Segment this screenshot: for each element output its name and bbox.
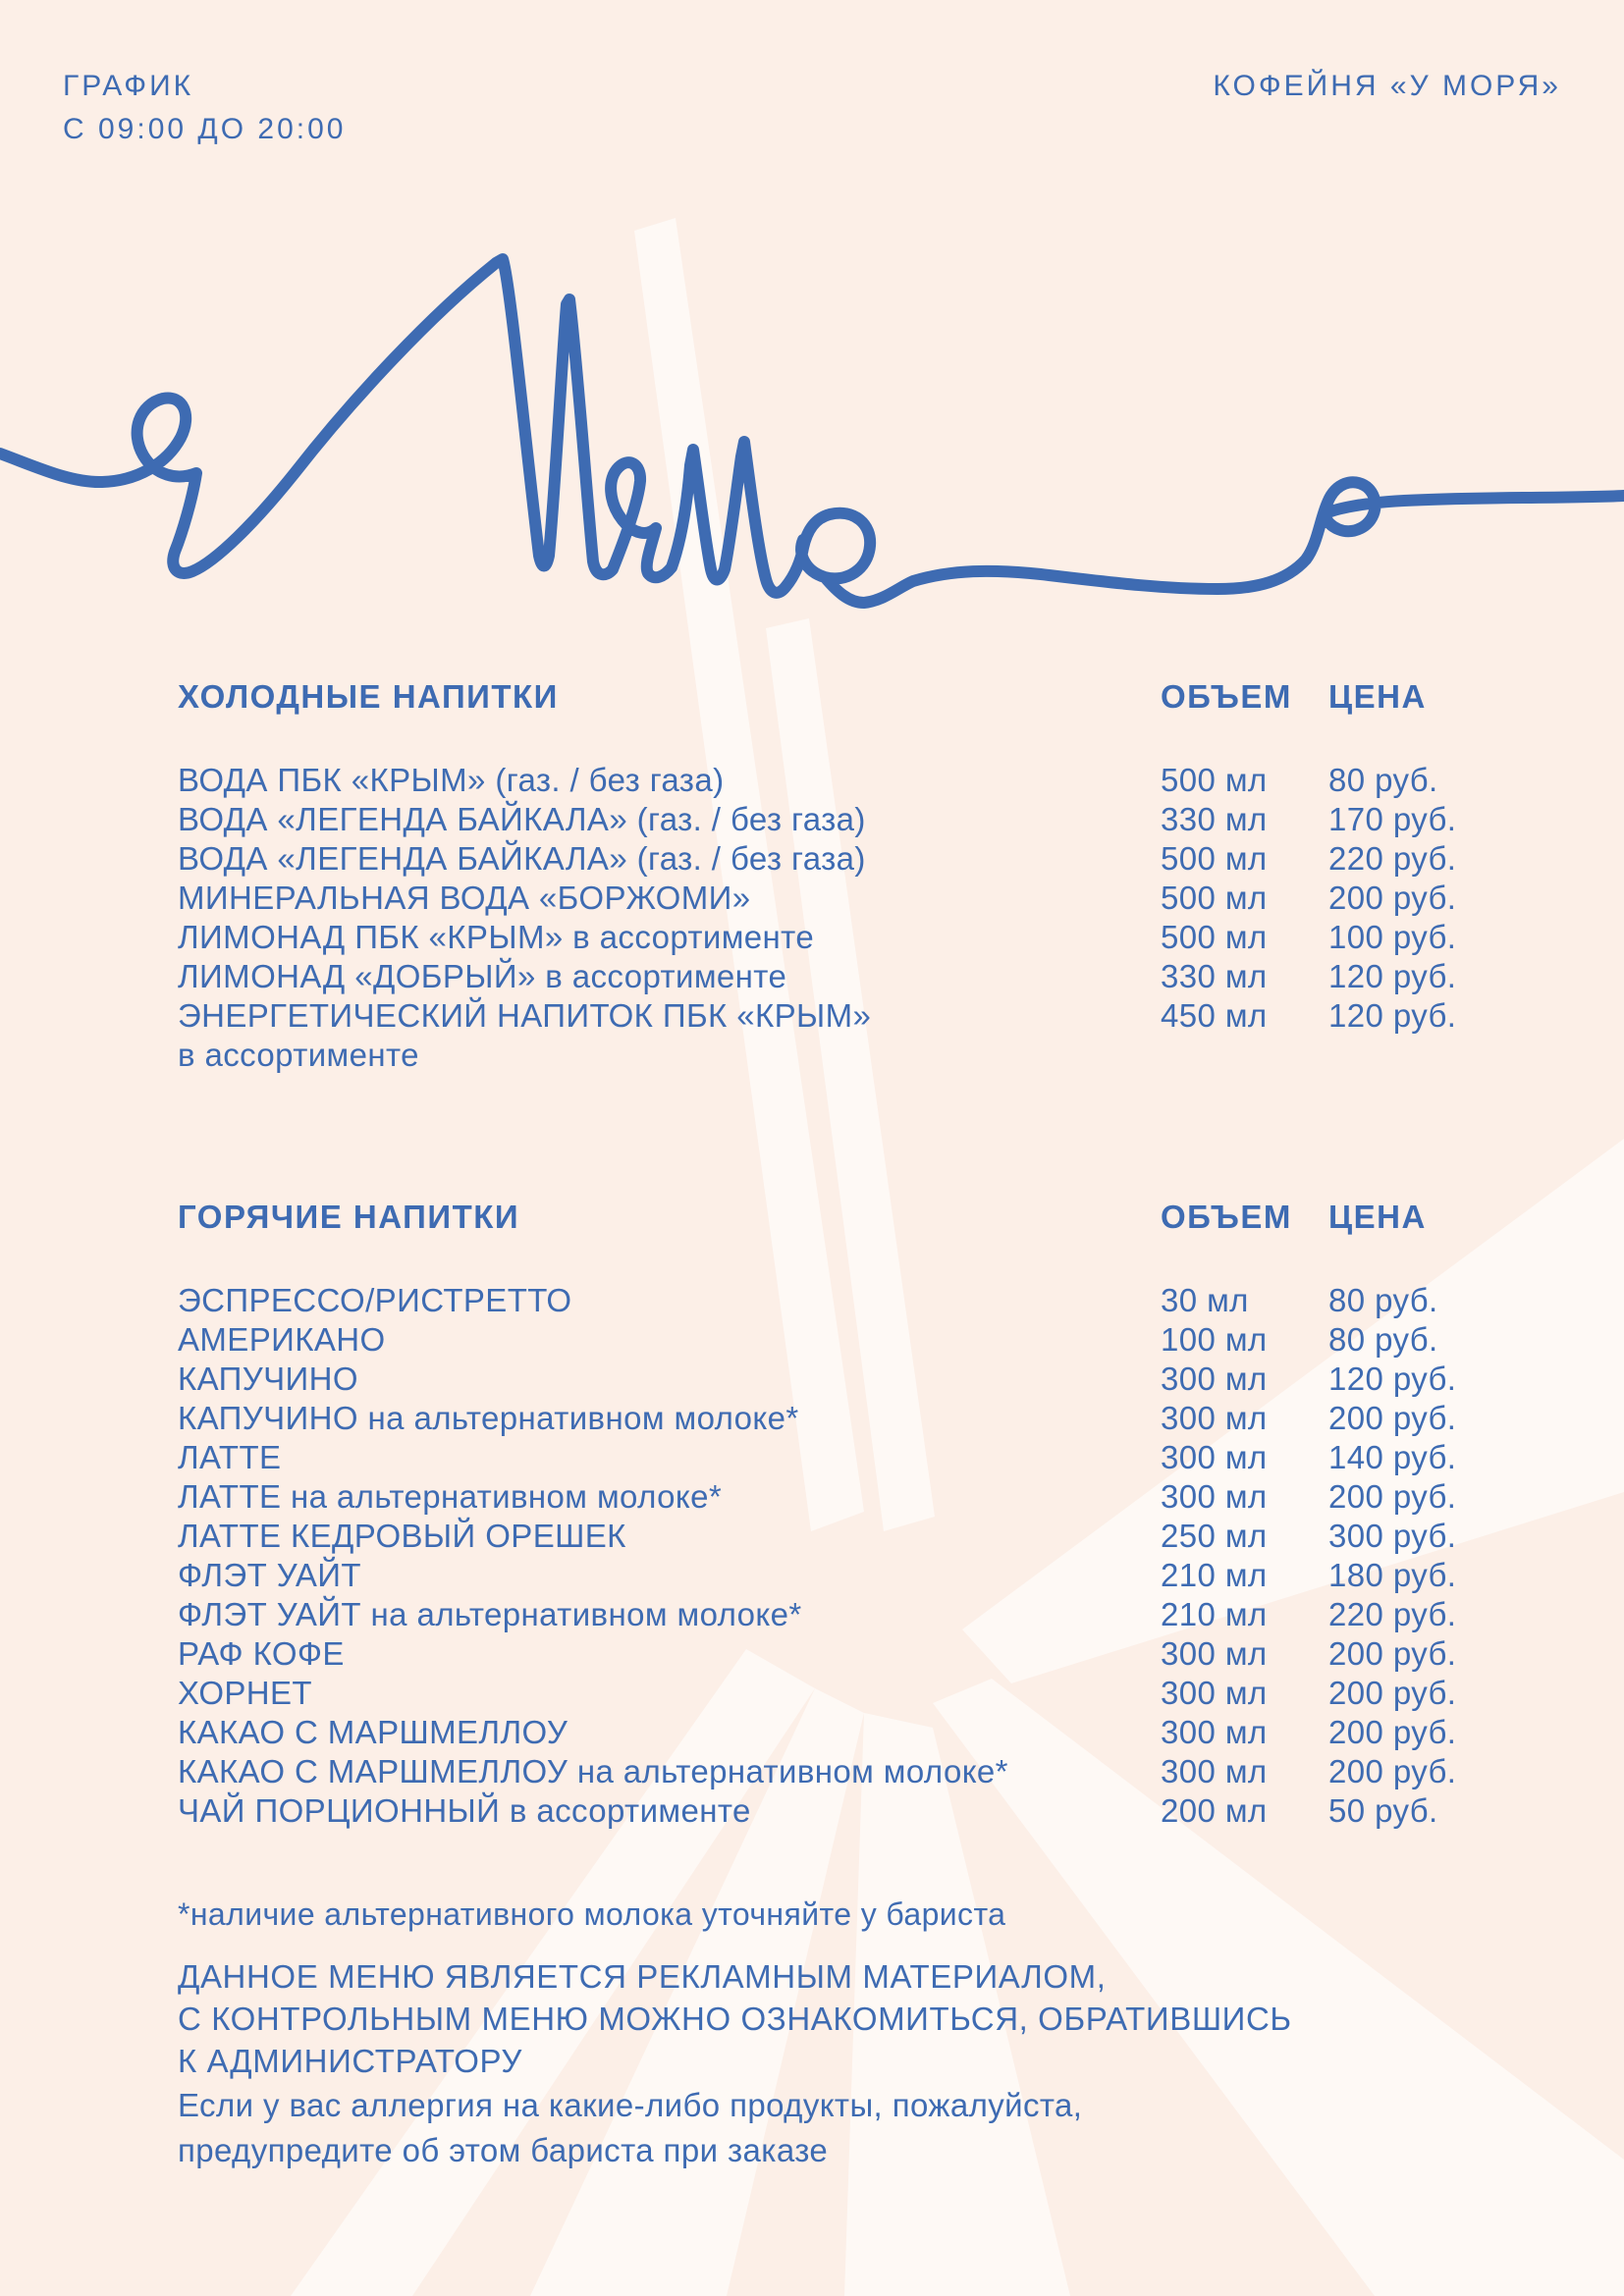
item-volume: 300 мл (1161, 1439, 1268, 1475)
footnote-legal-line: С КОНТРОЛЬНЫМ МЕНЮ МОЖНО ОЗНАКОМИТЬСЯ, ОБРАТИВШИСЬ (178, 2001, 1292, 2037)
item-name: ЭНЕРГЕТИЧЕСКИЙ НАПИТОК ПБК «КРЫМ» (178, 997, 872, 1034)
item-name-cell (178, 1634, 1161, 1674)
column-header-price: ЦЕНА (1328, 1199, 1427, 1235)
section-hot-drinks (178, 1198, 1486, 1831)
item-volume: 300 мл (1161, 1400, 1268, 1436)
item-price: 120 руб. (1328, 997, 1457, 1034)
top-header (63, 65, 1561, 151)
item-name: АМЕРИКАНО (178, 1321, 386, 1358)
item-name: ВОДА «ЛЕГЕНДА БАЙКАЛА» (газ. / без газа) (178, 801, 866, 837)
item-name-cell (178, 800, 1161, 839)
column-header-volume: ОБЪЕМ (1161, 678, 1292, 715)
item-price: 220 руб. (1328, 1596, 1457, 1632)
item-name: ВОДА ПБК «КРЫМ» (газ. / без газа) (178, 762, 725, 798)
item-name-cell (178, 1713, 1161, 1752)
menu-item-row (178, 1399, 1486, 1438)
item-volume: 300 мл (1161, 1361, 1268, 1397)
item-price: 180 руб. (1328, 1557, 1457, 1593)
item-name-cell (178, 957, 1161, 996)
menu-item-row (178, 839, 1486, 879)
menu-item-row (178, 1360, 1486, 1399)
item-price: 50 руб. (1328, 1792, 1438, 1829)
menu-item-row (178, 1713, 1486, 1752)
item-name-cell (178, 879, 1161, 918)
footnote-allergy-line: предупредите об этом бариста при заказе (178, 2132, 829, 2168)
item-volume: 200 мл (1161, 1792, 1268, 1829)
item-volume: 300 мл (1161, 1714, 1268, 1750)
item-volume: 210 мл (1161, 1596, 1268, 1632)
column-header-volume: ОБЪЕМ (1161, 1199, 1292, 1235)
menu-script-logo (0, 245, 1624, 618)
item-name-cell (178, 1674, 1161, 1713)
item-price: 170 руб. (1328, 801, 1457, 837)
item-price: 80 руб. (1328, 762, 1438, 798)
item-price: 200 руб. (1328, 1478, 1457, 1515)
item-name: ВОДА «ЛЕГЕНДА БАЙКАЛА» (газ. / без газа) (178, 840, 866, 877)
item-volume: 330 мл (1161, 801, 1268, 837)
menu-item-row (178, 1556, 1486, 1595)
item-name: ЧАЙ ПОРЦИОННЫЙ в ассортименте (178, 1792, 751, 1829)
menu-items-list (178, 1281, 1486, 1831)
item-name-cell (178, 996, 1161, 1075)
menu-items-list (178, 761, 1486, 1075)
item-volume: 30 мл (1161, 1282, 1249, 1318)
menu-item-row (178, 800, 1486, 839)
section-title: ГОРЯЧИЕ НАПИТКИ (178, 1199, 520, 1235)
item-name: ФЛЭТ УАЙТ (178, 1557, 361, 1593)
menu-item-row (178, 1595, 1486, 1634)
item-name-cell (178, 1595, 1161, 1634)
item-volume: 100 мл (1161, 1321, 1268, 1358)
item-volume: 300 мл (1161, 1478, 1268, 1515)
item-volume: 500 мл (1161, 919, 1268, 955)
footnote-legal-line: К АДМИНИСТРАТОРУ (178, 2043, 522, 2079)
menu-item-row (178, 1752, 1486, 1791)
menu-item-row (178, 1634, 1486, 1674)
item-price: 200 руб. (1328, 1635, 1457, 1672)
item-name-cell (178, 1360, 1161, 1399)
item-volume: 330 мл (1161, 958, 1268, 994)
item-name: МИНЕРАЛЬНАЯ ВОДА «БОРЖОМИ» (178, 880, 751, 916)
column-header-price: ЦЕНА (1328, 678, 1427, 715)
menu-item-row (178, 1674, 1486, 1713)
item-name-cell (178, 1399, 1161, 1438)
item-volume: 500 мл (1161, 880, 1268, 916)
item-name-cell (178, 1791, 1161, 1831)
menu-item-row (178, 1477, 1486, 1517)
footnote-legal (178, 1955, 1292, 2082)
item-name: ХОРНЕТ (178, 1675, 312, 1711)
item-name: ЛИМОНАД ПБК «КРЫМ» в ассортименте (178, 919, 815, 955)
item-price: 120 руб. (1328, 1361, 1457, 1397)
item-price: 200 руб. (1328, 1753, 1457, 1789)
item-name-cell (178, 1517, 1161, 1556)
footnote-legal-line: ДАННОЕ МЕНЮ ЯВЛЯЕТСЯ РЕКЛАМНЫМ МАТЕРИАЛОМ, (178, 1958, 1107, 1995)
item-price: 300 руб. (1328, 1518, 1457, 1554)
item-volume: 500 мл (1161, 840, 1268, 877)
menu-item-row (178, 1791, 1486, 1831)
item-name: ЛАТТЕ (178, 1439, 282, 1475)
menu-item-row (178, 879, 1486, 918)
item-name: ЛАТТЕ КЕДРОВЫЙ ОРЕШЕК (178, 1518, 626, 1554)
schedule-label: ГРАФИК (63, 70, 194, 102)
menu-item-row (178, 918, 1486, 957)
item-name: ЭСПРЕССО/РИСТРЕТТО (178, 1282, 572, 1318)
menu-item-row (178, 996, 1486, 1075)
section-title: ХОЛОДНЫЕ НАПИТКИ (178, 678, 559, 715)
item-price: 220 руб. (1328, 840, 1457, 877)
item-name-cell (178, 839, 1161, 879)
item-name-cell (178, 1556, 1161, 1595)
item-price: 140 руб. (1328, 1439, 1457, 1475)
menu-item-row (178, 761, 1486, 800)
item-name-line2: в ассортименте (178, 1037, 419, 1073)
item-name-cell (178, 1752, 1161, 1791)
item-name-cell (178, 1438, 1161, 1477)
item-price: 200 руб. (1328, 880, 1457, 916)
item-volume: 210 мл (1161, 1557, 1268, 1593)
item-volume: 500 мл (1161, 762, 1268, 798)
menu-item-row (178, 1281, 1486, 1320)
item-name: КАКАО С МАРШМЕЛЛОУ на альтернативном молоке* (178, 1753, 1008, 1789)
item-name: ЛАТТЕ на альтернативном молоке* (178, 1478, 723, 1515)
menu-item-row (178, 1320, 1486, 1360)
item-volume: 250 мл (1161, 1518, 1268, 1554)
item-name: ЛИМОНАД «ДОБРЫЙ» в ассортименте (178, 958, 787, 994)
item-name-cell (178, 918, 1161, 957)
section-header (178, 1198, 1486, 1237)
menu-item-row (178, 957, 1486, 996)
section-header (178, 677, 1486, 717)
item-volume: 300 мл (1161, 1635, 1268, 1672)
item-name: КАКАО С МАРШМЕЛЛОУ (178, 1714, 568, 1750)
item-price: 80 руб. (1328, 1321, 1438, 1358)
item-name-cell (178, 761, 1161, 800)
schedule-hours: С 09:00 ДО 20:00 (63, 113, 347, 145)
item-price: 200 руб. (1328, 1714, 1457, 1750)
item-price: 200 руб. (1328, 1675, 1457, 1711)
item-name-cell (178, 1477, 1161, 1517)
brand-name: КОФЕЙНЯ «У МОРЯ» (1213, 70, 1561, 102)
item-volume: 300 мл (1161, 1675, 1268, 1711)
schedule-block (63, 65, 346, 151)
item-name: РАФ КОФЕ (178, 1635, 345, 1672)
menu-item-row (178, 1438, 1486, 1477)
item-volume: 450 мл (1161, 997, 1268, 1034)
section-cold-drinks (178, 677, 1486, 1075)
item-price: 200 руб. (1328, 1400, 1457, 1436)
footnote-allergy-line: Если у вас аллергия на какие-либо продукты, пожалуйста, (178, 2087, 1083, 2123)
footnote-milk-availability: *наличие альтернативного молока уточняйте у бариста (178, 1896, 1006, 1932)
item-price: 120 руб. (1328, 958, 1457, 994)
item-name: ФЛЭТ УАЙТ на альтернативном молоке* (178, 1596, 802, 1632)
item-name: КАПУЧИНО (178, 1361, 358, 1397)
item-volume: 300 мл (1161, 1753, 1268, 1789)
item-name-cell (178, 1320, 1161, 1360)
item-price: 80 руб. (1328, 1282, 1438, 1318)
footnote-allergy (178, 2083, 1082, 2173)
item-price: 100 руб. (1328, 919, 1457, 955)
item-name-cell (178, 1281, 1161, 1320)
item-name: КАПУЧИНО на альтернативном молоке* (178, 1400, 799, 1436)
menu-item-row (178, 1517, 1486, 1556)
